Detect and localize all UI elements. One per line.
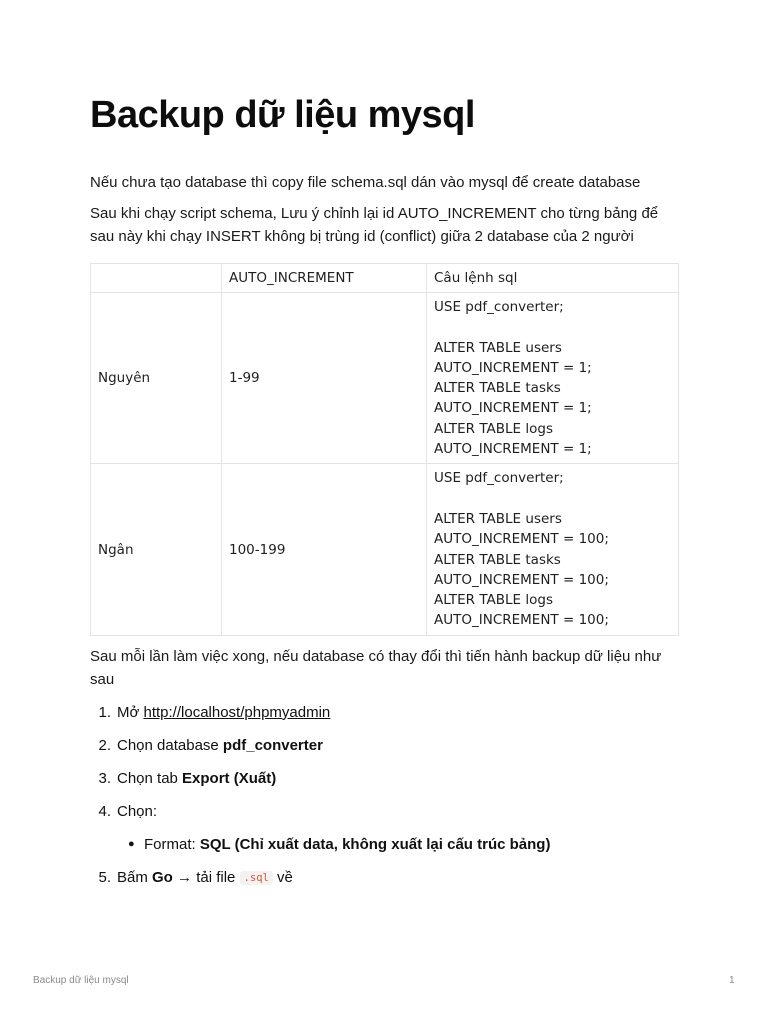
intro-paragraph-2: Sau khi chạy script schema, Lưu ý chỉnh lại id AUTO_INCREMENT cho từng bảng để sau này khi chạy INSERT không bị trùng id (conflict) giữa 2 database của 2 người xyxy=(90,205,659,245)
step-text xyxy=(117,734,323,757)
bullet-icon: ● xyxy=(128,837,135,850)
list-item xyxy=(90,800,680,823)
step-text xyxy=(117,701,330,724)
go-button-name: Go xyxy=(152,868,173,886)
auto-increment-table xyxy=(90,263,679,636)
list-number: 4. xyxy=(98,802,111,820)
page-title: Backup dữ liệu mysql xyxy=(90,94,475,136)
table-cell-range: 100-199 xyxy=(222,464,427,635)
list-item xyxy=(90,767,680,790)
list-item xyxy=(128,833,680,856)
step-text-prefix: Format: xyxy=(144,835,200,853)
table-row xyxy=(91,464,679,635)
list-number: 3. xyxy=(98,769,111,787)
list-item xyxy=(90,866,680,890)
backup-steps-list xyxy=(90,701,680,823)
backup-intro-paragraph: Sau mỗi lần làm việc xong, nếu database có thay đổi thì tiến hành backup dữ liệu như sau xyxy=(90,647,662,688)
format-value: SQL (Chỉ xuất data, không xuất lại cấu trúc bảng) xyxy=(199,835,551,853)
table-cell-person: Ngân xyxy=(91,464,222,635)
step-text-suffix: về xyxy=(272,868,293,886)
table-row xyxy=(91,293,679,464)
document-content xyxy=(90,92,680,900)
list-item xyxy=(90,734,680,757)
page-number: 1 xyxy=(729,975,735,986)
list-number: 1. xyxy=(98,703,111,721)
step-text xyxy=(144,833,550,856)
format-sublist xyxy=(90,833,680,856)
step-text-prefix: Bấm xyxy=(117,868,153,886)
step-text-middle: → tải file xyxy=(172,868,240,886)
list-number: 2. xyxy=(98,736,111,754)
table-header-row xyxy=(91,264,679,293)
table-header-cell: AUTO_INCREMENT xyxy=(222,264,427,293)
intro-paragraph-1: Nếu chưa tạo database thì copy file schema.sql dán vào mysql để create database xyxy=(90,174,641,191)
table-header-cell xyxy=(91,264,222,293)
step-text-prefix: Mở xyxy=(117,703,144,721)
footer-title: Backup dữ liệu mysql xyxy=(33,975,129,986)
backup-steps-list-continued xyxy=(90,866,680,890)
step-text-prefix: Chọn tab xyxy=(117,769,183,787)
database-name: pdf_converter xyxy=(222,736,323,754)
list-item xyxy=(90,701,680,724)
table-cell-sql: USE pdf_converter; ALTER TABLE users AUTO_INCREMENT = 1; ALTER TABLE tasks AUTO_INCREMENT = 1; ALTER TABLE logs AUTO_INCREMENT = 1; xyxy=(427,293,679,464)
list-number: 5. xyxy=(98,868,111,886)
step-text: Chọn: xyxy=(117,802,158,820)
step-text-prefix: Chọn database xyxy=(117,736,223,754)
table-cell-person: Nguyên xyxy=(91,293,222,464)
phpmyadmin-link[interactable]: http://localhost/phpmyadmin xyxy=(143,703,331,721)
step-text xyxy=(117,767,276,790)
file-extension-code: .sql xyxy=(240,871,273,885)
table-cell-sql: USE pdf_converter; ALTER TABLE users AUTO_INCREMENT = 100; ALTER TABLE tasks AUTO_INCREMENT = 100; ALTER TABLE logs AUTO_INCREMENT = 100; xyxy=(427,464,679,635)
step-text xyxy=(117,866,293,890)
table-cell-range: 1-99 xyxy=(222,293,427,464)
export-tab-name: Export (Xuất) xyxy=(182,769,277,787)
table-header-cell: Câu lệnh sql xyxy=(427,264,679,293)
